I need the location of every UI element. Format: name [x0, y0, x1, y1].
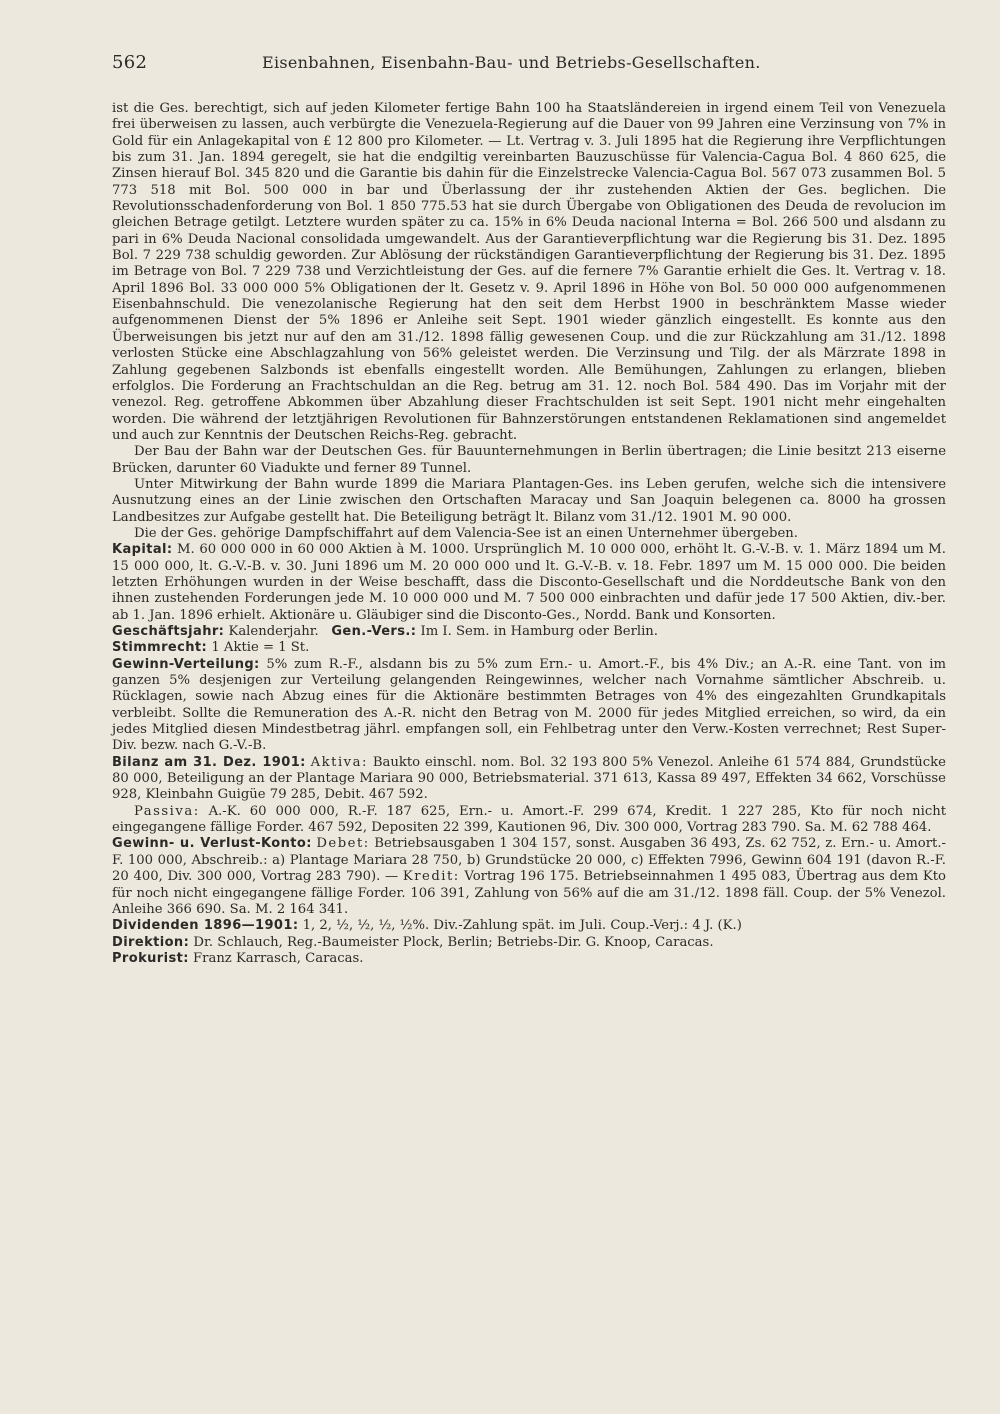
label-debet: Debet:	[316, 836, 370, 852]
running-title: Eisenbahnen, Eisenbahn-Bau- und Betriebs-Gesellschaften.	[262, 53, 761, 72]
entry-kapital	[112, 542, 946, 624]
text-prokurist: Franz Karrasch, Caracas.	[193, 950, 364, 966]
text-stimmrecht: 1 Aktie = 1 St.	[211, 640, 310, 656]
text-gewinn-verteilung: 5% zum R.-F., alsdann bis zu 5% zum Ern.- u. Amort.-F., bis 4% Div.; an A.-R. eine Tant. von im ganzen 5% desjenigen zur Verteilung gelangenden Reingewinnes, welcher nach Vornahme sämtlicher Abschreib. u. Rücklagen, sowie nach Abzug eines für die Aktionäre bestimmten Betrages von 4% des eingezahlten Grundkapitals verbleibt. Sollte die Remuneration des A.-R. nicht den Betrag von M. 2000 für jedes Mitglied erreichen, so wird, da ein jedes Mitglied diesen Mindestbetrag jährl. empfangen soll, ein Fehlbetrag unter den Verw.-Kosten verrechnet; Rest Super-Div. bezw. nach G.-V.-B.	[112, 656, 946, 754]
label-stimmrecht: Stimmrecht:	[112, 640, 208, 656]
page-number: 562	[112, 52, 148, 73]
entry-geschaeftsjahr	[112, 624, 946, 640]
entry-direktion	[112, 935, 946, 951]
entry-prokurist	[112, 951, 946, 967]
entry-bilanz	[112, 755, 946, 804]
label-gewinn-verteilung: Gewinn-Verteilung:	[112, 656, 260, 672]
paragraph-plantation: Unter Mitwirkung der Bahn wurde 1899 die Mariara Plantagen-Ges. ins Leben gerufen, welche sich die intensivere Ausnutzung eines an der Linie zwischen den Ortschaften Maracay und San Joaquin belegenen ca. 8000 ha grossen Landbesitzes zur Aufgabe gestellt hat. Die Beteiligung beträgt lt. Bilanz vom 31./12. 1901 M. 90 000.	[112, 476, 946, 525]
article-body	[112, 101, 946, 967]
text-aktiva: Baukto einschl. nom. Bol. 32 193 800 5% Venezol. Anleihe 61 574 884, Grundstücke 80 000, Beteiligung an der Plantage Mariara 90 000, Betriebsmaterial. 371 613, Kassa 89 497, Effekten 34 662, Vorschüsse 928, Kleinbahn Guigüe 79 285, Debit. 467 592.	[112, 754, 946, 803]
text-kredit: Vortrag 196 175. Betriebseinnahmen 1 495 083, Übertrag aus dem Kto für noch nicht eingegangene fällige Forder. 106 391, Zahlung von 56% auf die am 31./12. 1898 fäll. Coup. der 5% Venezol. Anleihe 366 690. Sa. M. 2 164 341.	[112, 869, 946, 917]
label-dividenden: Dividenden 1896—1901:	[112, 918, 299, 934]
text-dividenden: 1, 2, ½, ½, ½, ½%. Div.-Zahlung spät. im Juli. Coup.-Verj.: 4 J. (K.)	[302, 918, 742, 934]
entry-gewinn-verlust	[112, 836, 946, 918]
entry-dividenden	[112, 918, 946, 934]
paragraph-steamship: Die der Ges. gehörige Dampfschiffahrt auf dem Valencia-See ist an einen Unternehmer übergeben.	[134, 525, 798, 541]
label-kredit: Kredit:	[402, 869, 460, 885]
text-debet: Betriebsausgaben 1 304 157, sonst. Ausgaben 36 493, Zs. 62 752, z. Ern.- u. Amort.-F. 100 000, Abschreib.: a) Plantage Mariara 28 750, b) Grundstücke 20 000, c) Effekten 7996, Gewinn 604 191 (davon R.-F. 20 400, Div. 300 000, Vortrag 283 790). —	[112, 836, 947, 885]
label-passiva: Passiva:	[134, 803, 200, 819]
text-kapital: M. 60 000 000 in 60 000 Aktien à M. 1000. Ursprünglich M. 10 000 000, erhöht lt. G.-V.-B. v. 1. März 1894 um M. 15 000 000, lt. G.-V.-B. v. 30. Juni 1896 um M. 20 000 000 und lt. G.-V.-B. v. 18. Febr. 1897 um M. 15 000 000. Die beiden letzten Erhöhungen wurden in der Weise beschafft, dass die Disconto-Gesellschaft und die Norddeutsche Bank von den ihnen zustehenden Forderungen jede M. 10 000 000 und M. 7 500 000 einbrachten und dafür jede 17 500 Aktien, div.-ber. ab 1. Jan. 1896 erhielt. Aktionäre u. Gläubiger sind die Disconto-Ges., Nordd. Bank und Konsorten.	[112, 542, 946, 623]
label-direktion: Direktion:	[112, 934, 190, 950]
entry-gewinn-verteilung	[112, 657, 946, 755]
label-generalversammlung: Gen.-Vers.:	[331, 624, 417, 639]
label-geschaeftsjahr: Geschäftsjahr:	[112, 624, 225, 639]
label-gewinn-verlust: Gewinn- u. Verlust-Konto:	[112, 836, 312, 852]
paragraph-construction: Der Bau der Bahn war der Deutschen Ges. für Bauunternehmungen in Berlin übertragen; die Linie besitzt 213 eiserne Brücken, darunter 60 Viadukte und ferner 89 Tunnel.	[112, 444, 946, 476]
text-geschaeftsjahr: Kalenderjahr.	[228, 624, 319, 639]
entry-stimmrecht	[112, 640, 946, 656]
label-prokurist: Prokurist:	[112, 950, 189, 966]
label-bilanz: Bilanz am 31. Dez. 1901:	[112, 754, 306, 770]
label-aktiva: Aktiva:	[310, 754, 368, 770]
label-kapital: Kapital:	[112, 542, 173, 558]
text-passiva: A.-K. 60 000 000, R.-F. 187 625, Ern.- u. Amort.-F. 299 674, Kredit. 1 227 285, Kto für noch nicht eingegangene fällige Forder. 467 592, Depositen 22 399, Kautionen 96, Div. 300 000, Vortrag 283 790. Sa. M. 62 788 464.	[112, 803, 946, 836]
text-generalversammlung: Im I. Sem. in Hamburg oder Berlin.	[420, 624, 658, 639]
entry-passiva	[112, 804, 946, 837]
running-head	[112, 52, 946, 73]
text-direktion: Dr. Schlauch, Reg.-Baumeister Plock, Berlin; Betriebs-Dir. G. Knoop, Caracas.	[193, 934, 714, 950]
continuation-paragraph: ist die Ges. berechtigt, sich auf jeden Kilometer fertige Bahn 100 ha Staatsländereien in irgend einem Teil von Venezuela frei überweisen zu lassen, auch verbürgte die Venezuela-Regierung auf die Dauer von 99 Jahren eine Verzinsung von 7% in Gold für ein Anlagekapital von £ 12 800 pro Kilometer. — Lt. Vertrag v. 3. Juli 1895 hat die Regierung ihre Verpflichtungen bis zum 31. Jan. 1894 geregelt, sie hat die endgiltig vereinbarten Bauzuschüsse für Valencia-Cagua Bol. 4 860 625, die Zinsen hierauf Bol. 345 820 und die Garantie bis dahin für die Einzelstrecke Valencia-Cagua Bol. 567 073 zusammen Bol. 5 773 518 mit Bol. 500 000 in bar und Überlassung der ihr zustehenden Aktien der Ges. beglichen. Die Revolutionsschadenforderung von Bol. 1 850 775.53 hat sie durch Übergabe von Obligationen des Deuda de revolucion im gleichen Betrage getilgt. Letztere wurden später zu ca. 15% in 6% Deuda nacional Interna = Bol. 266 500 und alsdann zu pari in 6% Deuda Nacional consolidada umgewandelt. Aus der Garantieverpflichtung war die Regierung bis 31. Dez. 1895 Bol. 7 229 738 schuldig geworden. Zur Ablösung der rückständigen Garantieverpflichtung der Regierung bis 31. Dez. 1895 im Betrage von Bol. 7 229 738 und Verzichtleistung der Ges. auf die fernere 7% Garantie erhielt die Ges. lt. Vertrag v. 18. April 1896 Bol. 33 000 000 5% Obligationen der lt. Gesetz v. 9. April 1896 in Höhe von Bol. 50 000 000 aufgenommenen Eisenbahnschuld. Die venezolanische Regierung hat den seit dem Herbst 1900 in beschränktem Masse wieder aufgenommenen Dienst der 5% 1896 er Anleihe seit Sept. 1901 wieder gänzlich eingestellt. Es konnte aus den Überweisungen bis jetzt nur auf den am 31./12. 1898 fällig gewesenen Coup. und die zur Rückzahlung am 31./12. 1898 verlosten Stücke eine Abschlagzahlung von 56% geleistet werden. Die Verzinsung und Tilg. der als Märzrate 1898 in Zahlung gegebenen Salzbonds ist ebenfalls eingestellt worden. Alle Bemühungen, Zahlungen zu erlangen, blieben erfolglos. Die Forderung an Frachtschuldan an die Reg. betrug am 31. 12. noch Bol. 584 490. Das im Vorjahr mit der venezol. Reg. getroffene Abkommen über Abzahlung dieser Frachtschulden ist seit Sept. 1901 nicht mehr eingehalten worden. Die während der letztjährigen Revolutionen für Bahnzerstörungen entstandenen Reklamationen sind angemeldet und auch zur Kenntnis der Deutschen Reichs-Reg. gebracht.	[112, 101, 946, 443]
